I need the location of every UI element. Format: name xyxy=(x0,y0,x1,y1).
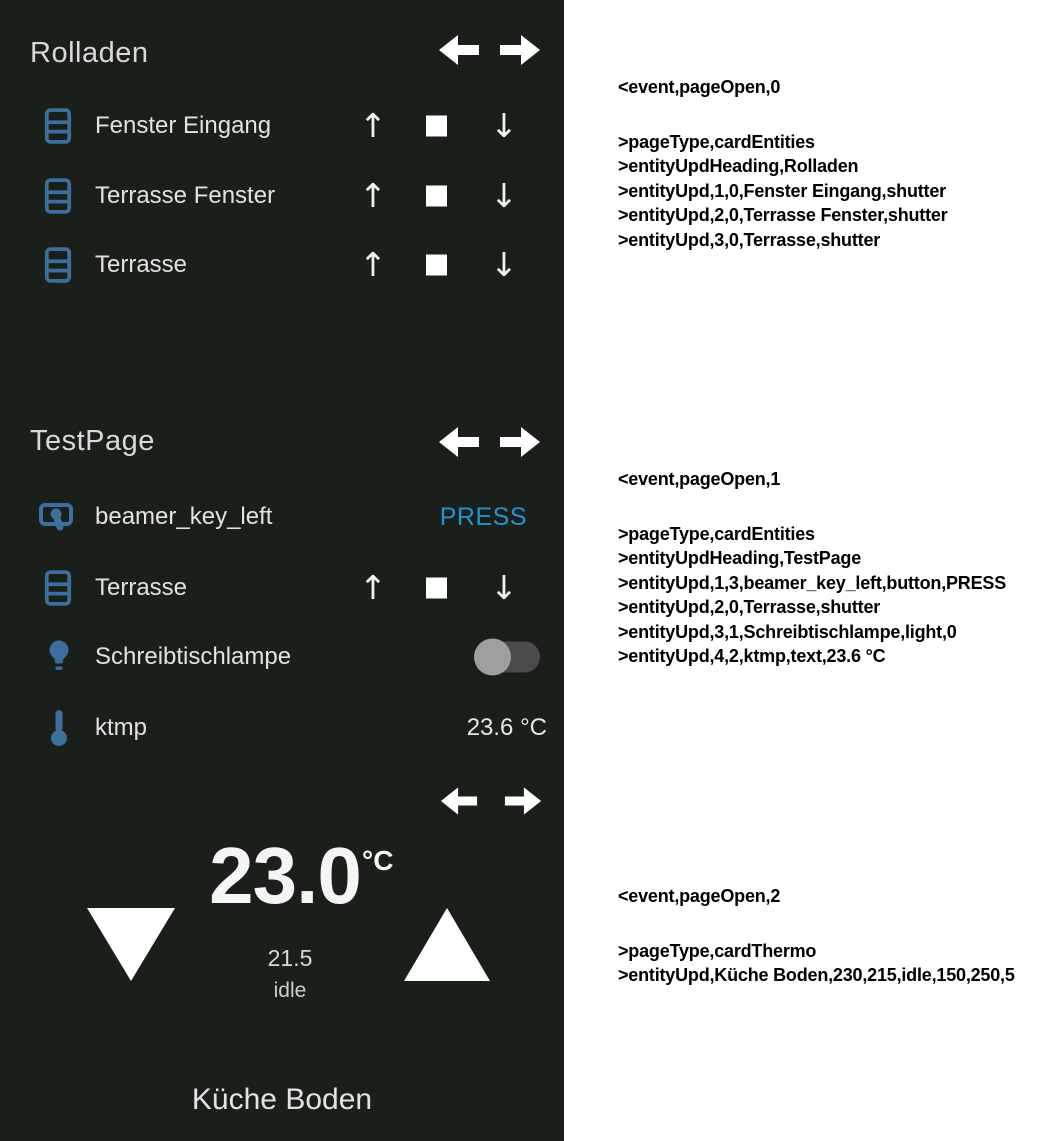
target-temperature: 21.5 xyxy=(267,945,313,971)
entity-row xyxy=(0,494,564,540)
shutter-down-button[interactable] xyxy=(484,565,524,611)
protocol-block-2 xyxy=(618,884,1043,988)
current-temperature: 23.0 xyxy=(209,831,361,920)
stop-icon xyxy=(426,186,447,207)
entity-name: ktmp xyxy=(95,714,148,741)
protocol-line: >entityUpd,1,0,Fenster Eingang,shutter xyxy=(618,180,946,201)
entity-row xyxy=(0,705,564,751)
press-button[interactable]: PRESS xyxy=(440,494,527,540)
arrow-left-icon xyxy=(440,786,478,816)
entity-name: Terrasse xyxy=(95,251,188,278)
light-toggle-switch[interactable] xyxy=(477,642,540,673)
protocol-line: >entityUpd,3,1,Schreibtischlampe,light,0 xyxy=(618,621,957,642)
stop-icon xyxy=(426,116,447,137)
shutter-down-button[interactable] xyxy=(484,103,524,149)
protocol-block-1 xyxy=(618,467,1043,669)
arrow-down-icon: ↓ xyxy=(490,245,518,284)
window-shutter-icon xyxy=(44,176,72,216)
arrow-down-icon: ↓ xyxy=(490,106,518,145)
shutter-stop-button[interactable] xyxy=(426,242,447,288)
thermometer-icon xyxy=(48,708,70,748)
stop-icon xyxy=(426,578,447,599)
stop-icon xyxy=(426,255,447,276)
protocol-line: >pageType,cardEntities xyxy=(618,131,815,152)
prev-page-button[interactable] xyxy=(438,34,480,66)
protocol-line: >entityUpd,2,0,Terrasse Fenster,shutter xyxy=(618,205,948,225)
protocol-line: >entityUpd,Küche Boden,230,215,idle,150,250,5 xyxy=(618,965,1015,985)
protocol-line: >pageType,cardThermo xyxy=(618,940,817,961)
entity-row xyxy=(0,103,564,149)
protocol-line: >entityUpdHeading,Rolladen xyxy=(618,156,859,176)
triangle-down-icon xyxy=(87,908,175,981)
triangle-up-icon xyxy=(404,908,490,981)
arrow-down-icon: ↓ xyxy=(490,176,518,215)
entity-row xyxy=(0,565,564,611)
entity-name: Schreibtischlampe xyxy=(95,643,292,670)
lightbulb-icon xyxy=(46,639,72,675)
prev-page-button[interactable] xyxy=(438,426,480,458)
shutter-up-button[interactable] xyxy=(353,173,393,219)
entity-name: beamer_key_left xyxy=(95,503,273,530)
entity-row xyxy=(0,242,564,288)
arrow-down-icon: ↓ xyxy=(490,568,518,607)
temp-up-button[interactable] xyxy=(404,908,490,981)
arrow-left-icon xyxy=(438,426,480,458)
page-title: Rolladen xyxy=(30,37,149,69)
gesture-tap-icon xyxy=(38,501,74,533)
shutter-up-button[interactable] xyxy=(353,565,393,611)
protocol-line: >entityUpd,1,3,beamer_key_left,button,PRESS xyxy=(618,572,1007,593)
next-page-button[interactable] xyxy=(504,786,542,816)
protocol-line: >pageType,cardEntities xyxy=(618,523,815,544)
entity-name: Terrasse xyxy=(95,574,188,601)
protocol-line: >entityUpdHeading,TestPage xyxy=(618,548,862,568)
shutter-up-button[interactable] xyxy=(353,103,393,149)
entity-row xyxy=(0,634,564,680)
prev-page-button[interactable] xyxy=(440,786,478,816)
arrow-right-icon xyxy=(504,786,542,816)
protocol-event-line: <event,pageOpen,0 xyxy=(618,77,781,97)
thermostat-name: Küche Boden xyxy=(191,1083,373,1116)
temperature-unit: °C xyxy=(362,845,394,876)
arrow-up-icon: ↑ xyxy=(359,568,387,607)
protocol-event-line: <event,pageOpen,1 xyxy=(618,469,781,489)
protocol-event-line: <event,pageOpen,2 xyxy=(618,886,781,906)
protocol-line: >entityUpd,4,2,ktmp,text,23.6 °C xyxy=(618,646,886,666)
page-title: TestPage xyxy=(30,425,155,457)
arrow-left-icon xyxy=(438,34,480,66)
arrow-up-icon: ↑ xyxy=(359,245,387,284)
next-page-button[interactable] xyxy=(499,426,541,458)
shutter-down-button[interactable] xyxy=(484,242,524,288)
window-shutter-icon xyxy=(44,568,72,608)
arrow-up-icon: ↑ xyxy=(359,176,387,215)
sensor-value: 23.6 °C xyxy=(466,714,547,741)
entity-name: Fenster Eingang xyxy=(95,112,272,139)
shutter-stop-button[interactable] xyxy=(426,565,447,611)
window-shutter-icon xyxy=(44,245,72,285)
next-page-button[interactable] xyxy=(499,34,541,66)
protocol-block-0 xyxy=(618,75,1043,252)
window-shutter-icon xyxy=(44,106,72,146)
shutter-stop-button[interactable] xyxy=(426,103,447,149)
protocol-line: >entityUpd,2,0,Terrasse,shutter xyxy=(618,597,881,617)
protocol-line: >entityUpd,3,0,Terrasse,shutter xyxy=(618,229,881,250)
entity-name: Terrasse Fenster xyxy=(95,182,276,209)
shutter-down-button[interactable] xyxy=(484,173,524,219)
shutter-stop-button[interactable] xyxy=(426,173,447,219)
hvac-state: idle xyxy=(273,979,307,1002)
entity-row xyxy=(0,173,564,219)
arrow-right-icon xyxy=(499,426,541,458)
shutter-up-button[interactable] xyxy=(353,242,393,288)
arrow-up-icon: ↑ xyxy=(359,106,387,145)
arrow-right-icon xyxy=(499,34,541,66)
toggle-knob xyxy=(474,639,511,676)
temp-down-button[interactable] xyxy=(87,908,175,981)
